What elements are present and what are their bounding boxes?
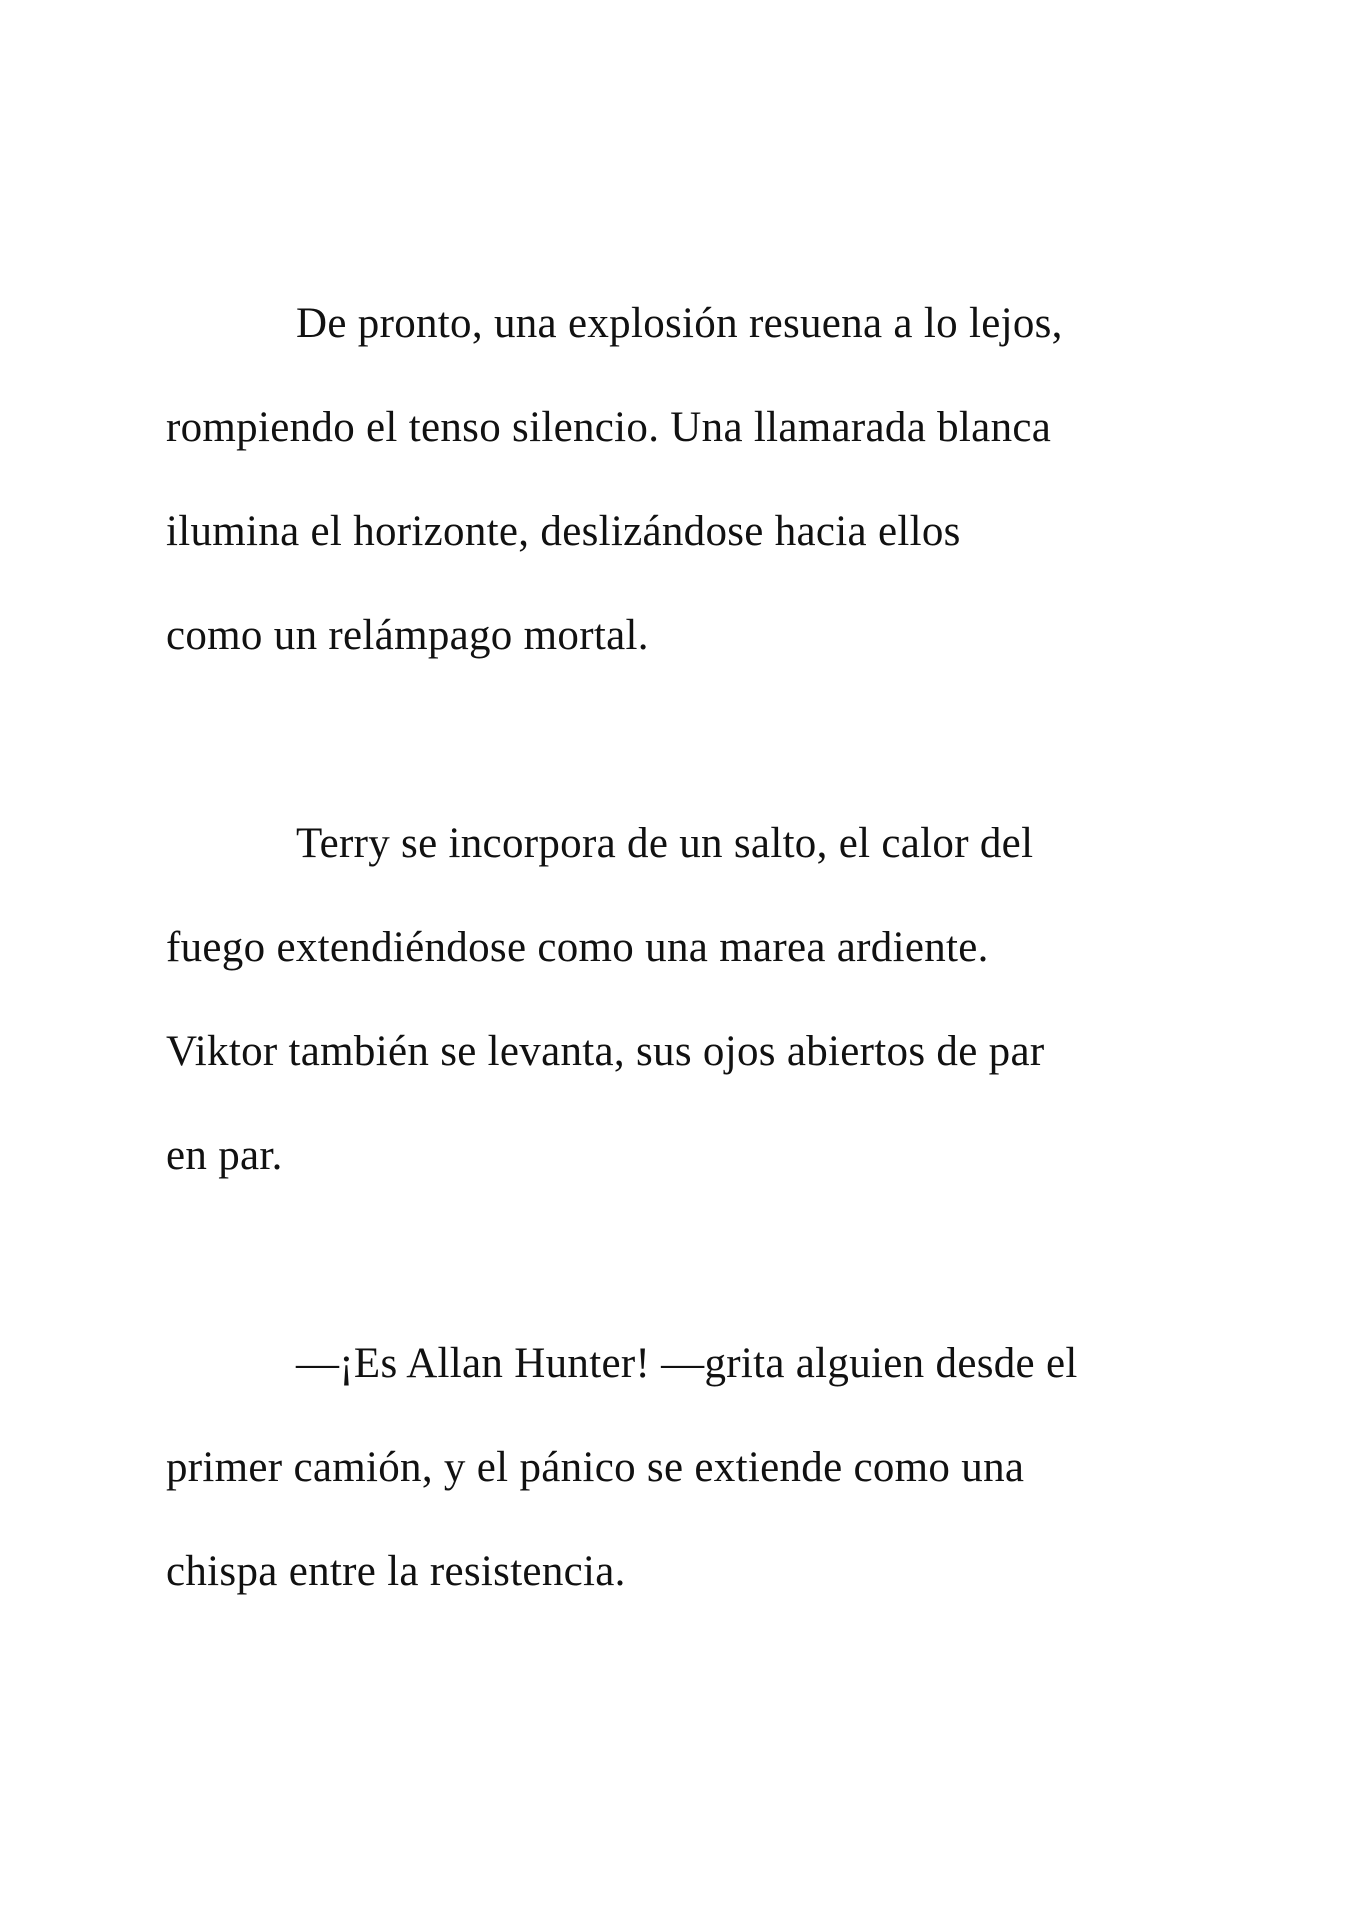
paragraph-1 bbox=[166, 272, 1206, 688]
paragraph-line: rompiendo el tenso silencio. Una llamarada blanca bbox=[166, 404, 1052, 451]
paragraph-line: chispa entre la resistencia. bbox=[166, 1548, 626, 1595]
paragraph-line: primer camión, y el pánico se extiende como una bbox=[166, 1444, 1025, 1491]
paragraph-2 bbox=[166, 792, 1206, 1208]
paragraph-line: como un relámpago mortal. bbox=[166, 612, 649, 659]
paragraph-line: Terry se incorpora de un salto, el calor del bbox=[296, 820, 1034, 867]
paragraph-spacer bbox=[166, 1208, 1206, 1312]
paragraph-line: —¡Es Allan Hunter! —grita alguien desde el bbox=[296, 1340, 1078, 1387]
paragraph-line: De pronto, una explosión resuena a lo lejos, bbox=[296, 300, 1063, 347]
paragraph-3 bbox=[166, 1312, 1206, 1624]
paragraph-line: fuego extendiéndose como una marea ardiente. bbox=[166, 924, 989, 971]
paragraph-line: Viktor también se levanta, sus ojos abiertos de par bbox=[166, 1028, 1045, 1075]
paragraph-spacer bbox=[166, 688, 1206, 792]
text-body bbox=[166, 272, 1206, 1624]
paragraph-line: ilumina el horizonte, deslizándose hacia ellos bbox=[166, 508, 961, 555]
paragraph-line: en par. bbox=[166, 1132, 283, 1179]
